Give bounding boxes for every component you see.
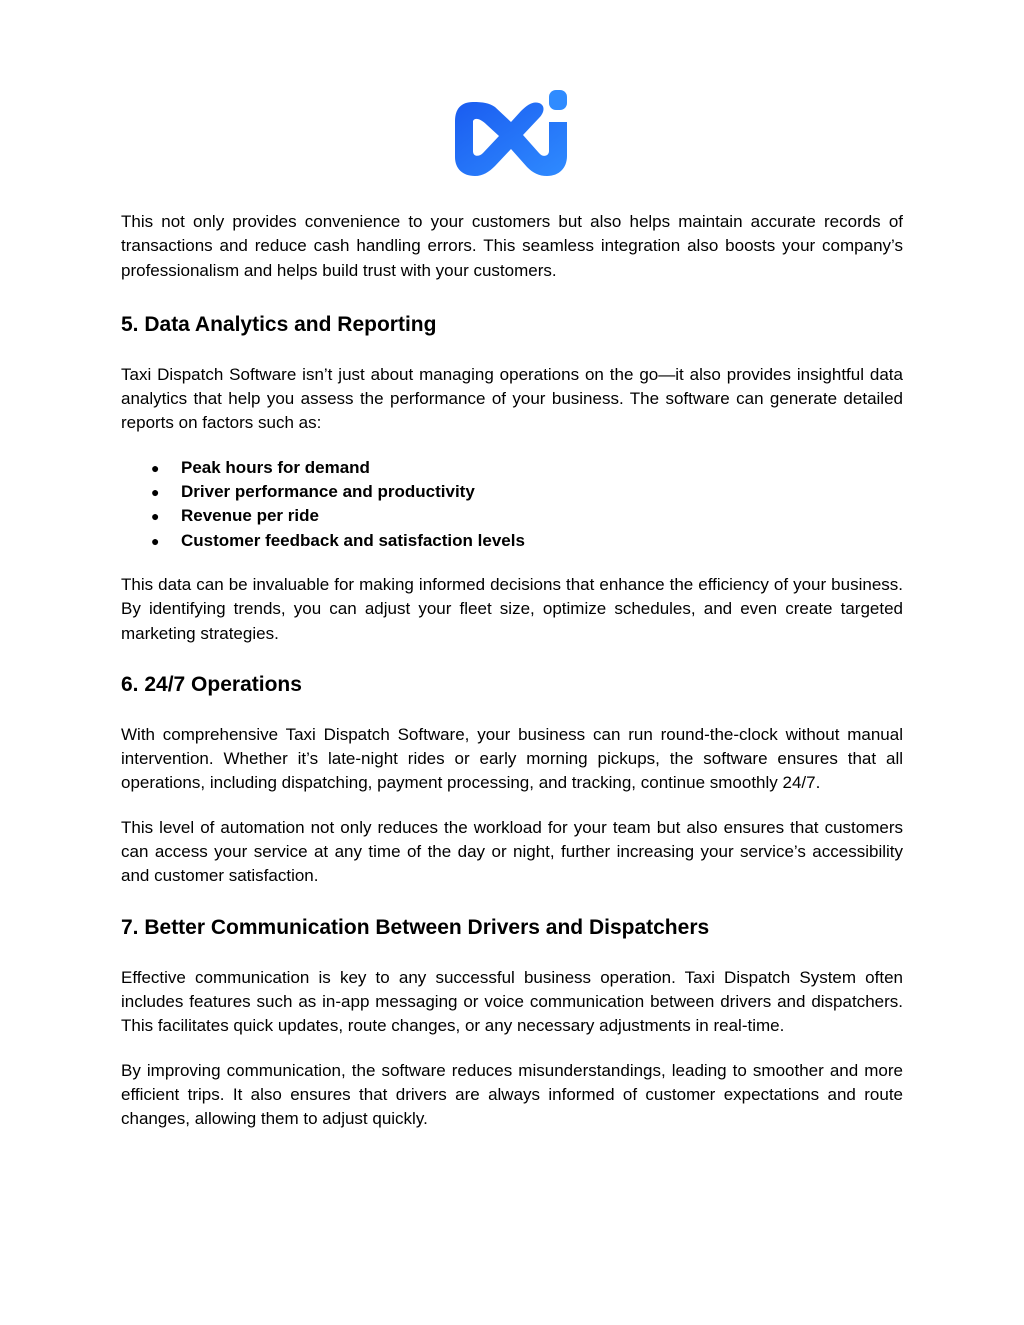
bullet-icon: ●: [151, 484, 160, 501]
section-6-paragraph-2: This level of automation not only reduces the workload for your team but also ensures that customers can access your service at any time of the day or night, further increasing your service’s accessibility and customer satisfaction.: [121, 817, 903, 886]
bullet-item: ● Peak hours for demand: [121, 456, 903, 480]
section-6-heading: 6. 24/7 Operations: [121, 672, 302, 696]
bullet-item: ● Revenue per ride: [121, 504, 903, 528]
document-body: [121, 210, 903, 1131]
bullet-item: ● Customer feedback and satisfaction levels: [121, 529, 903, 553]
section-5-paragraph-2: This data can be invaluable for making informed decisions that enhance the efficiency of your business. By identifying trends, you can adjust your fleet size, optimize schedules, and even create targeted marketing strategies.: [121, 574, 903, 643]
section-5-paragraph-1: Taxi Dispatch Software isn’t just about managing operations on the go—it also provides insightful data analytics that help you assess the performance of your business. The software can generate detailed reports on factors such as:: [121, 364, 903, 433]
bullet-icon: ●: [151, 508, 160, 525]
brand-logo-icon: [453, 87, 571, 179]
bullet-icon: ●: [151, 532, 160, 549]
section-6-paragraph-1: With comprehensive Taxi Dispatch Software, your business can run round-the-clock without manual intervention. Whether it’s late-night rides or early morning pickups, the software ensures that all operations, including dispatching, payment processing, and tracking, continue smoothly 24/7.: [121, 724, 903, 793]
section-7-heading: 7. Better Communication Between Drivers and Dispatchers: [121, 915, 710, 939]
intro-paragraph: This not only provides convenience to your customers but also helps maintain accurate records of transactions and reduce cash handling errors. This seamless integration also boosts your company’s professionalism and helps build trust with your customers.: [121, 212, 903, 280]
section-5-heading: 5. Data Analytics and Reporting: [121, 312, 437, 336]
bullet-icon: ●: [151, 459, 160, 476]
bullet-item: ● Driver performance and productivity: [121, 480, 903, 504]
section-5-bullet-list: [121, 456, 903, 553]
section-7-paragraph-1: Effective communication is key to any successful business operation. Taxi Dispatch System often includes features such as in-app messaging or voice communication between drivers and dispatchers. This facilitates quick updates, route changes, or any necessary adjustments in real-time.: [121, 967, 903, 1036]
section-7-paragraph-2: By improving communication, the software reduces misunderstandings, leading to smoother and more efficient trips. It also ensures that drivers are always informed of customer expectations and route changes, allowing them to adjust quickly.: [121, 1060, 903, 1129]
